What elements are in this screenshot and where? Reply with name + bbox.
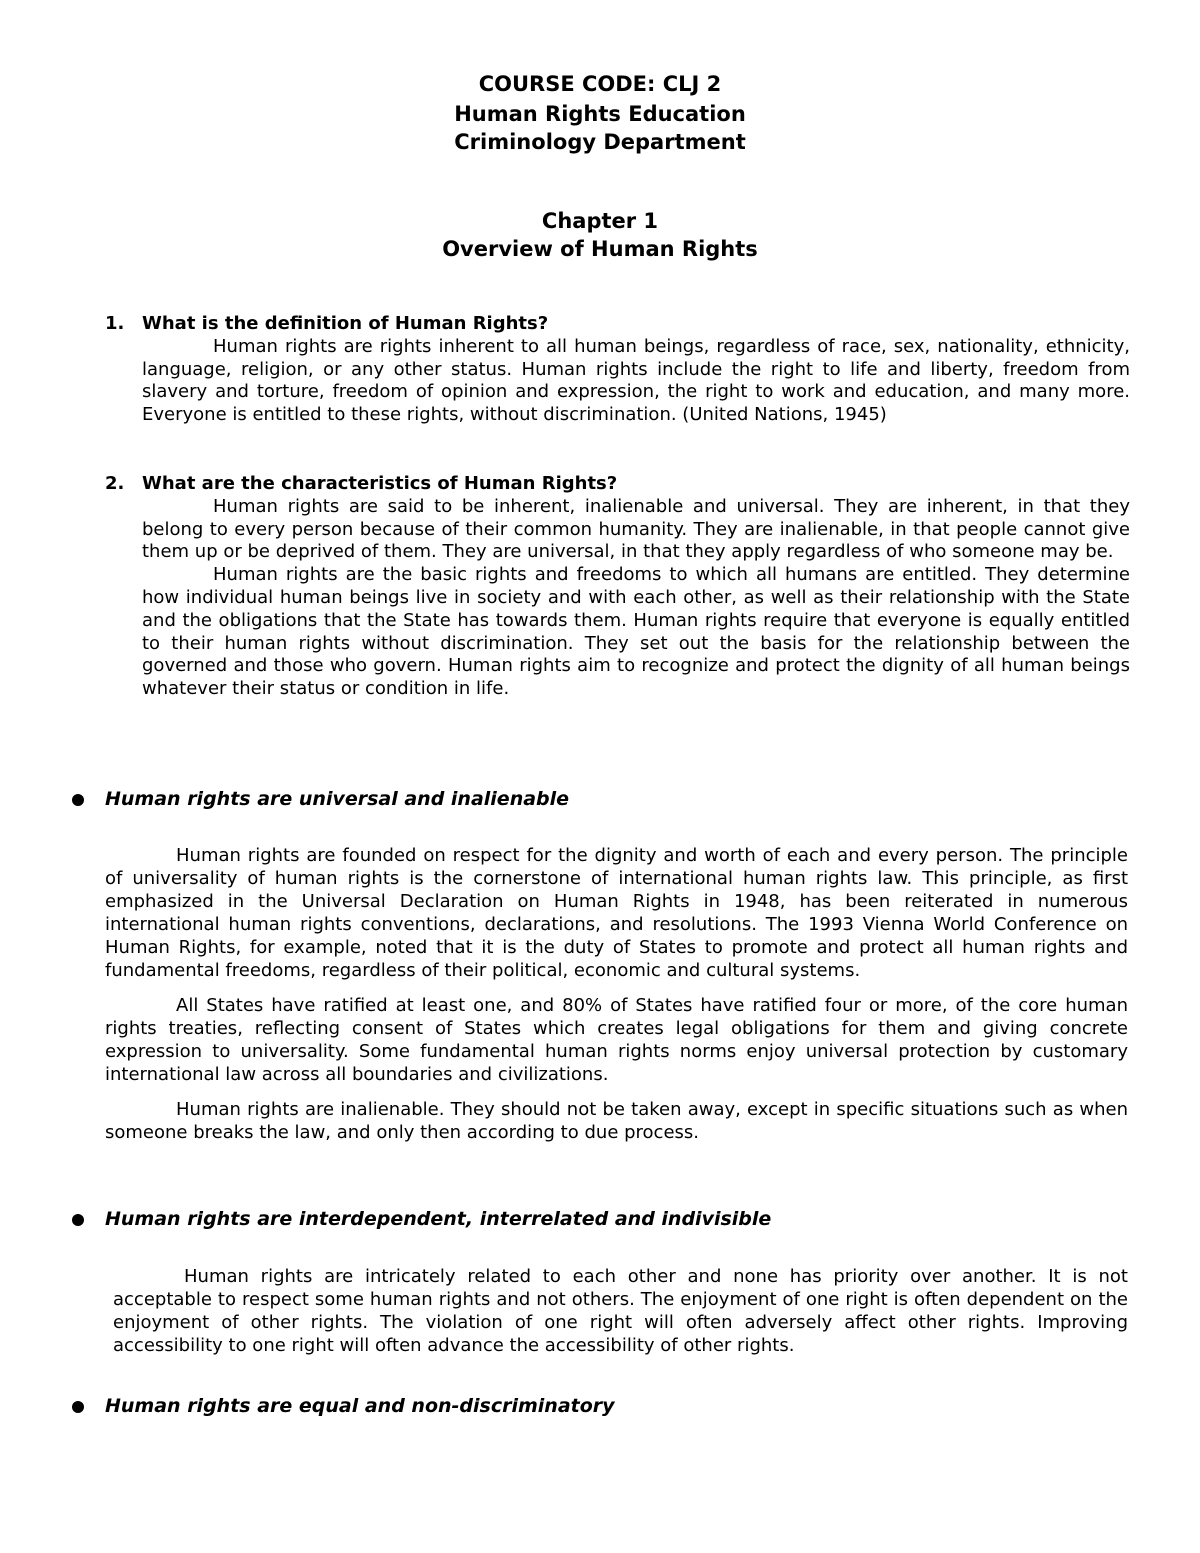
body-paragraph: Human rights are founded on respect for the dignity and worth of each and every person. The principle of universality of human rights is the cornerstone of international human rights law. This principle, as first emphasized in the Universal Declaration on Human Rights in 1948, has been reiterated in numerous international human rights conventions, declarations, and resolutions. The 1993 Vienna World Conference on Human Rights, for example, noted that it is the duty of States to promote and protect all human rights and fundamental freedoms, regardless of their political, economic and cultural systems. bbox=[105, 845, 1128, 981]
bullet-icon bbox=[72, 794, 84, 806]
course-code: COURSE CODE: CLJ 2 bbox=[478, 72, 722, 96]
bullet-icon bbox=[72, 1214, 84, 1226]
body-paragraph: Human rights are intricately related to each other and none has priority over another. It is not acceptable to respect some human rights and not others. The enjoyment of one right is often dependent on the enjoyment of other rights. The violation of one right will often adversely affect other rights. Improving accessibility to one right will often advance the accessibility of other rights. bbox=[113, 1266, 1128, 1356]
course-header bbox=[0, 70, 1200, 156]
answer-body bbox=[142, 336, 1130, 427]
question-number: 2. bbox=[105, 473, 125, 494]
bullet-icon bbox=[72, 1401, 84, 1413]
body-paragraph: Human rights are inalienable. They should not be taken away, except in specific situations such as when someone breaks the law, and only then according to due process. bbox=[105, 1099, 1128, 1143]
question-text: What is the definition of Human Rights? bbox=[142, 313, 549, 334]
course-subject: Human Rights Education bbox=[454, 102, 746, 126]
body-paragraph: All States have ratified at least one, and 80% of States have ratified four or more, of the core human rights treaties, reflecting consent of States which creates legal obligations for them and giving concrete expression to universality. Some fundamental human rights norms enjoy universal protection by customary international law across all boundaries and civilizations. bbox=[105, 995, 1128, 1085]
section-body-universal bbox=[105, 844, 1128, 1144]
answer-paragraph: Human rights are the basic rights and freedoms to which all humans are entitled. They determine how individual human beings live in society and with each other, as well as their relationship with the State and the obligations that the State has towards them. Human rights require that everyone is equally entitled to their human rights without discrimination. They set out the basis for the relationship between the governed and those who govern. Human rights aim to recognize and protect the dignity of all human beings whatever their status or condition in life. bbox=[142, 564, 1130, 700]
chapter-title: Overview of Human Rights bbox=[442, 237, 758, 261]
document-page: COURSE CODE: CLJ 2 Human Rights Education Criminology Department Chapter 1 Overview of Human Rights 1. What is the definition of Human Rights? Human rights are rights inherent to all human beings, regardless of race, sex, nationality, ethnicity, language, religion, or any other status. Human rights include the right to life and liberty, freedom from slavery and torture, freedom of opinion and expression, the right to work and education, and many more. Everyone is entitled to these rights, without discrimination. (United Nations, 1945) 2. What are the characteristics of Human Rights? Human rights are said to be inherent, inalienable and universal. They are inherent, in that they belong to every person because of their common humanity. They are inalienable, in that people cannot give them up or be deprived of them. They are universal, in that they apply regardless of who someone may be. Human rights are the basic rights and freedoms to which all humans are entitled. They determine how individual human beings live in society and with each other, as well as their relationship with the State and the obligations that the State has towards them. Human rights require that everyone is equally entitled to their human rights without discrimination. They set out the basis for the relationship between the governed and those who govern. Human rights aim to recognize and protect the dignity of all human beings whatever their status or condition in life. Human rights are universal and inalienable Human rights are founded on respect for the dignity and worth of each and every person. The principle of universality of human rights is the cornerstone of international human rights law. This principle, as first emphasized in the Universal Declaration on Human Rights in 1948, has been reiterated in numerous international human rights conventions, declarations, and resolutions. The 1993 Vienna World Conference on Human Rights, for example, noted that it is the duty of States to promote and protect all human rights and fundamental freedoms, regardless of their political, economic and cultural systems. All States have ratified at least one, and 80% of States have ratified four or more, of the core human rights treaties, reflecting consent of States which creates legal obligations for them and giving concrete expression to universality. Some fundamental human rights norms enjoy universal protection by customary international law across all boundaries and civilizations. Human rights are inalienable. They should not be taken away, except in specific situations such as when someone breaks the law, and only then according to due process. Human rights are interdependent, interrelated and indivisible Human rights are intricately related to each other and none has priority over another. It is not acceptable to respect some human rights and not others. The enjoyment of one right is often dependent on the enjoyment of other rights. The violation of one right will often adversely affect other rights. Improving accessibility to one right will often advance the accessibility of other rights. Human rights are equal and non-discriminatory bbox=[0, 0, 1200, 1553]
answer-paragraph: Human rights are rights inherent to all human beings, regardless of race, sex, nationality, ethnicity, language, religion, or any other status. Human rights include the right to life and liberty, freedom from slavery and torture, freedom of opinion and expression, the right to work and education, and many more. Everyone is entitled to these rights, without discrimination. (United Nations, 1945) bbox=[142, 335, 1130, 426]
chapter-heading bbox=[0, 207, 1200, 263]
section-body-interdependent bbox=[113, 1265, 1128, 1357]
course-department: Criminology Department bbox=[454, 130, 746, 154]
question-text: What are the characteristics of Human Rights? bbox=[142, 473, 618, 494]
question-1 bbox=[105, 313, 1130, 427]
answer-paragraph: Human rights are said to be inherent, inalienable and universal. They are inherent, in that they belong to every person because of their common humanity. They are inalienable, in that people cannot give them up or be deprived of them. They are universal, in that they apply regardless of who someone may be. bbox=[142, 495, 1130, 563]
chapter-number: Chapter 1 bbox=[541, 209, 659, 233]
question-number: 1. bbox=[105, 313, 125, 334]
question-2 bbox=[105, 473, 1130, 701]
answer-body bbox=[142, 496, 1130, 701]
